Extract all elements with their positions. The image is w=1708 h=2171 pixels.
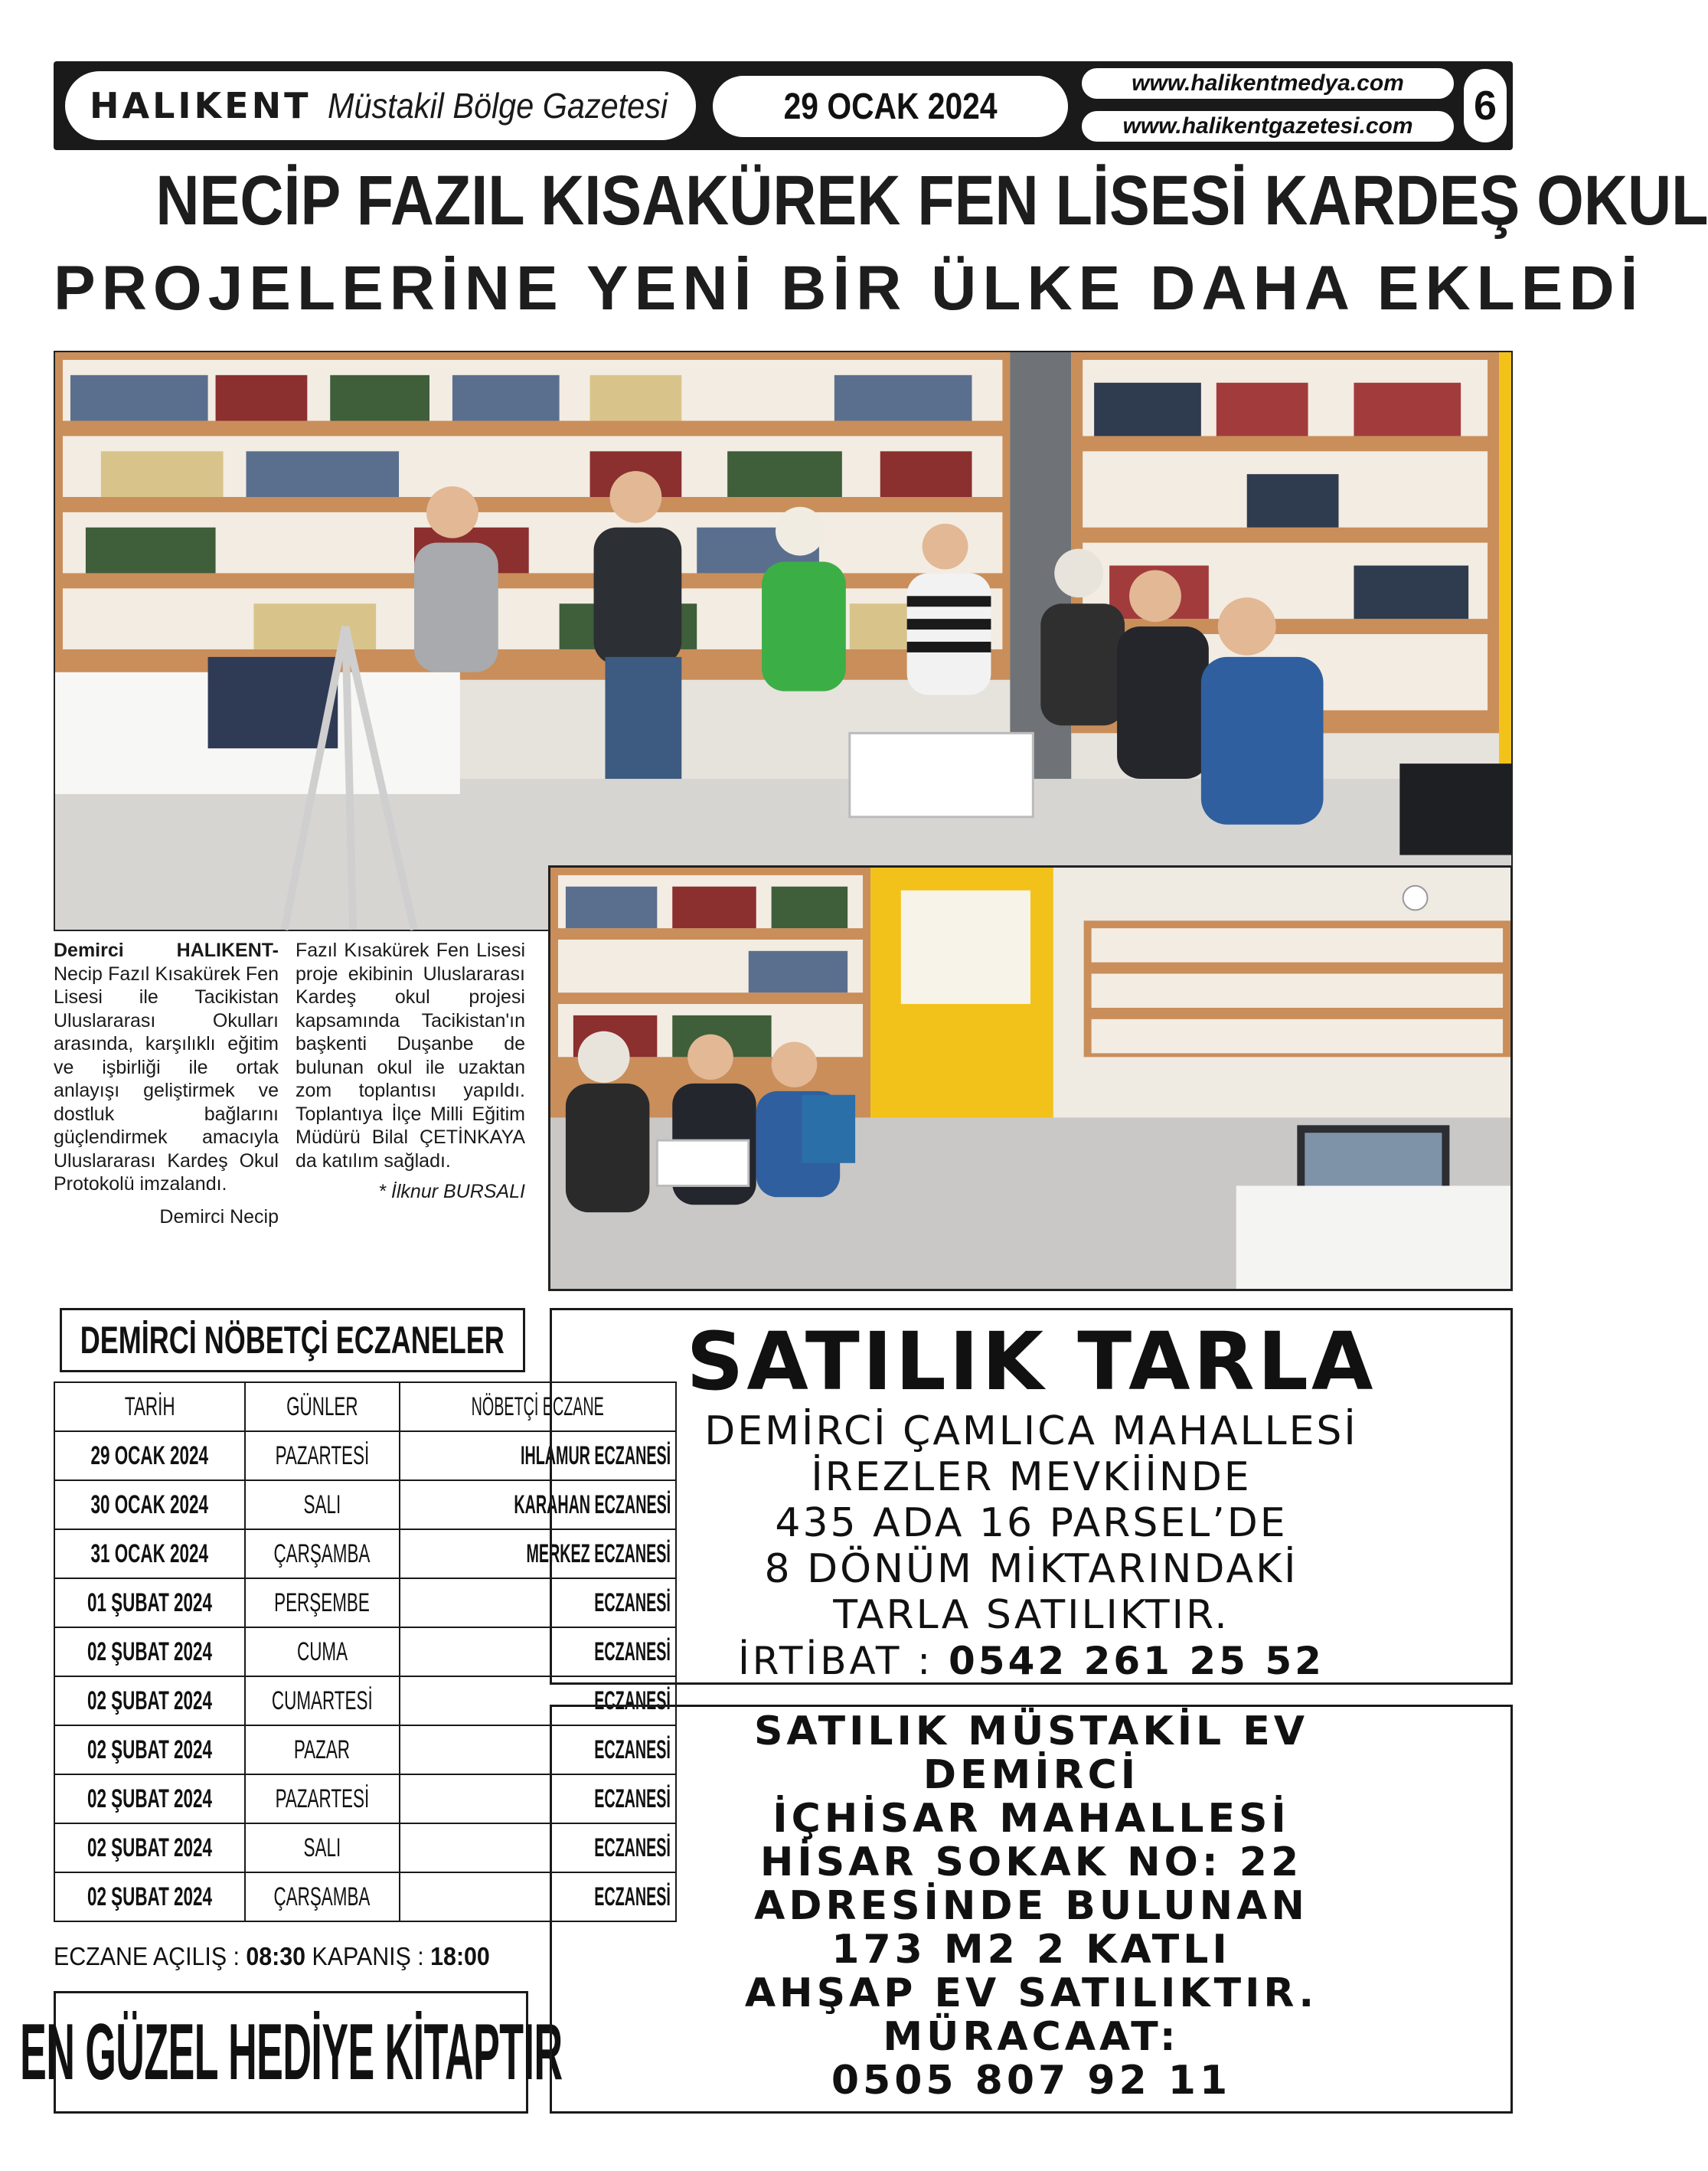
slogan-box [19,1991,563,2114]
duty-date: 30 OCAK 2024 [54,1480,245,1529]
duty-pharmacy: ECZANESİ [400,1774,676,1823]
issue-date: 29 OCAK 2024 [783,86,998,127]
duty-pharmacy: ECZANESİ [400,1725,676,1774]
pharmacy-title: DEMİRCİ NÖBETÇİ ECZANELER [80,1319,505,1362]
duty-date: 02 ŞUBAT 2024 [54,1676,245,1725]
duty-date: 02 ŞUBAT 2024 [54,1823,245,1872]
pharmacy-title-box [60,1308,525,1372]
house-ad-line: ADRESİNDE BULUNAN [754,1883,1308,1929]
headline-line-2: PROJELERİNE YENİ BİR ÜLKE DAHA EKLEDİ [54,253,1644,323]
land-ad-line: 435 ADA 16 PARSEL’DE [775,1500,1288,1546]
duty-day: ÇARŞAMBA [245,1872,400,1921]
zoom-meeting-illustration [550,868,1510,1289]
duty-pharmacy: ECZANESİ [400,1823,676,1872]
duty-day: PERŞEMBE [245,1578,400,1627]
duty-day: ÇARŞAMBA [245,1529,400,1578]
hours-close-label: KAPANIŞ : [312,1942,424,1970]
duty-day: CUMA [245,1627,400,1676]
article-body-2: Fazıl Kısakürek Fen Lisesi proje ekibinin Uluslararası Kardeş okul projesi kapsamında Tacikistan'ın başkenti Duşanbe de bulunan okul ile uzaktan zom toplantısı yapıldı. Toplantıya İlçe Milli Eğitim Müdürü Bilal ÇETİNKAYA da katılım sağladı. [296,940,525,1172]
duty-day: SALI [245,1823,400,1872]
duty-date: 01 ŞUBAT 2024 [54,1578,245,1627]
duty-day: PAZAR [245,1725,400,1774]
duty-date: 02 ŞUBAT 2024 [54,1774,245,1823]
brand-name: HALIKENT [90,85,312,126]
duty-pharmacy: ECZANESİ [400,1578,676,1627]
duty-date: 02 ŞUBAT 2024 [54,1627,245,1676]
house-ad-line: MÜRACAAT: [883,2014,1180,2060]
land-ad-line: DEMİRCİ ÇAMLICA MAHALLESİ [704,1408,1358,1454]
house-ad-line: İÇHİSAR MAHALLESİ [772,1796,1290,1842]
article-column-1 [54,939,279,1228]
land-contact-phone: 0542 261 25 52 [949,1639,1324,1683]
duty-pharmacy: KARAHAN ECZANESİ [400,1480,676,1529]
article-column-2 [296,939,525,1204]
article-byline: * İlknur BURSALI [378,1181,525,1202]
duty-pharmacy: ECZANESİ [400,1627,676,1676]
column-header-pharmacy: NÖBETÇİ ECZANE [400,1382,676,1431]
article-dateline: Demirci HALIKENT- [54,940,279,961]
slogan-text: EN GÜZEL HEDİYE KİTAPTIR [19,2007,563,2097]
pharmacy-hours [54,1942,490,1971]
hours-open-label: ECZANE AÇILIŞ : [54,1942,240,1970]
house-ad-phone: 0505 807 92 11 [831,2058,1232,2104]
land-for-sale-ad [550,1308,1513,1685]
masthead [54,61,1513,150]
land-ad-title: SATILIK TARLA [686,1315,1377,1408]
duty-day: CUMARTESİ [245,1676,400,1725]
zoom-meeting-photo [548,865,1513,1291]
house-ad-line: 173 M2 2 KATLI [831,1927,1231,1973]
land-ad-line: TARLA SATILIKTIR. [833,1592,1230,1638]
hours-close-time: 18:00 [430,1942,490,1970]
house-ad-line: DEMİRCİ [923,1752,1140,1798]
land-ad-line: İREZLER MEVKİİNDE [811,1454,1252,1500]
land-ad-contact [552,1638,1510,1684]
land-contact-label: İRTİBAT : [738,1639,934,1683]
duty-date: 02 ŞUBAT 2024 [54,1725,245,1774]
house-ad-line: AHŞAP EV SATILIKTIR. [744,1970,1318,2016]
duty-day: SALI [245,1480,400,1529]
duty-pharmacy: ECZANESİ [400,1872,676,1921]
article-continuation: Demirci Necip [159,1205,279,1228]
brand-pill [63,69,698,142]
hours-open-time: 08:30 [246,1942,306,1970]
duty-day: PAZARTESİ [245,1431,400,1480]
website-link-2[interactable] [1079,109,1456,144]
column-header-day: GÜNLER [245,1382,400,1431]
house-for-sale-ad [550,1705,1513,2114]
duty-date: 02 ŞUBAT 2024 [54,1872,245,1921]
duty-date: 31 OCAK 2024 [54,1529,245,1578]
duty-date: 29 OCAK 2024 [54,1431,245,1480]
house-ad-line: SATILIK MÜSTAKİL EV [753,1708,1309,1754]
column-header-date: TARİH [54,1382,245,1431]
website-url-1[interactable]: www.halikentmedya.com [1132,70,1404,96]
brand-subtitle: Müstakil Bölge Gazetesi [328,86,668,126]
land-ad-line: 8 DÖNÜM MİKTARINDAKİ [764,1546,1298,1592]
house-ad-line: HİSAR SOKAK NO: 22 [759,1839,1303,1885]
issue-date-pill [710,74,1070,139]
duty-pharmacy: MERKEZ ECZANESİ [400,1529,676,1578]
library-meeting-photo [54,351,1513,931]
website-url-2[interactable]: www.halikentgazetesi.com [1122,113,1413,139]
headline-line-1: NECİP FAZIL KISAKÜREK FEN LİSESİ KARDEŞ OKUL [155,162,1708,240]
article-body-1: Necip Fazıl Kısakürek Fen Lisesi ile Tacikistan Uluslararası Okulları arasında, karşılıklı eğitim ve işbirliği ile ortak anlayışı geliştirmek ve dostluk bağlarını güçlendirmek amacıyla Uluslararası Kardeş Okul Protokolü imzalandı. [54,963,279,1195]
duty-pharmacy: ECZANESİ [400,1676,676,1725]
library-meeting-illustration [55,352,1511,930]
page-number: 6 [1464,69,1507,142]
duty-pharmacy: IHLAMUR ECZANESİ [400,1431,676,1480]
duty-day: PAZARTESİ [245,1774,400,1823]
website-link-1[interactable] [1079,66,1456,101]
